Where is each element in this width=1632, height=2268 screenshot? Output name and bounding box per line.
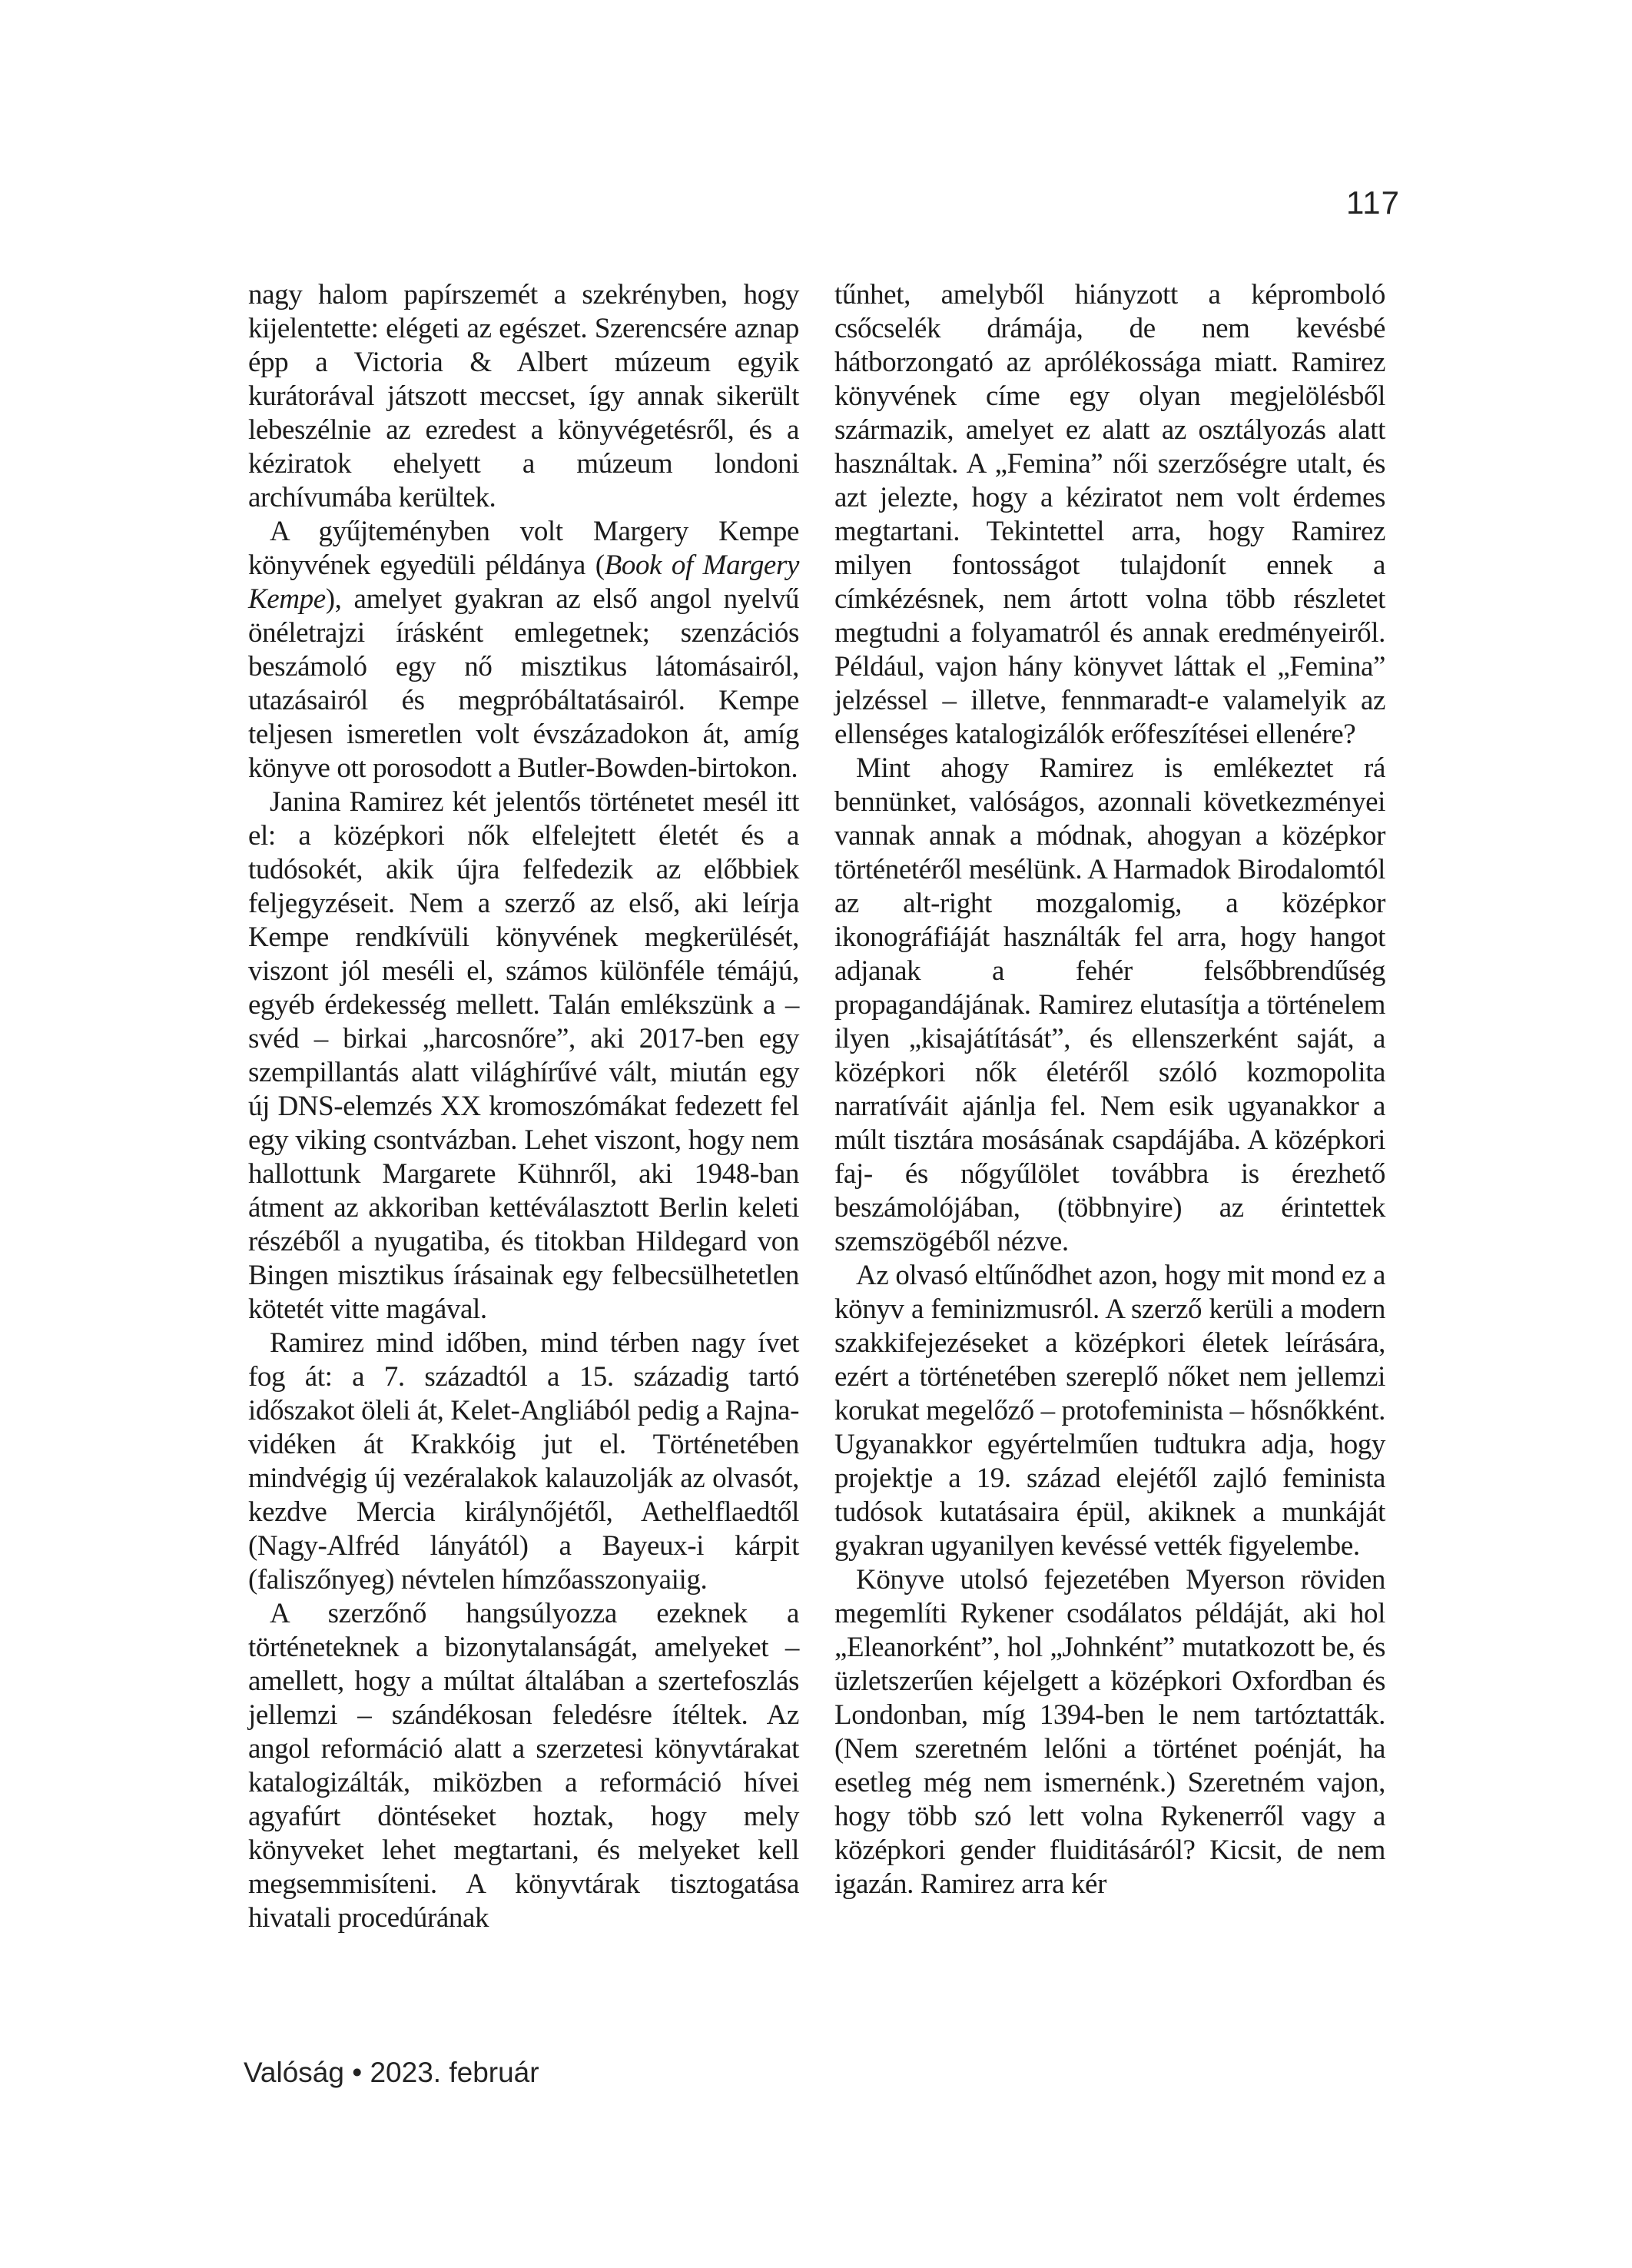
text-run: ), amelyet gyakran az első angol nyelvű önéletrajzi írásként emlegetnek; szenzációs beszámoló egy nő misztikus látomásairól, utazásairól és megpróbáltatásairól. Kempe teljesen ismeretlen volt évszázadokon át, amíg könyve ott porosodott a Butler-Bowden-birtokon.	[248, 583, 799, 784]
text-run: Könyve utolsó fejezetében Myerson röviden megemlíti Rykener csodálatos példáját, aki hol „Eleanorként”, hol „Johnként” mutatkozott be, és üzletszerűen kéjelgett a középkori Oxfordban és Londonban, míg 1394-ben le nem tartóztatták. (Nem szeretném lelőni a történet poénját, ha esetleg még nem ismernénk.) Szeretném vajon, hogy több szó lett volna Rykenerről vagy a középkori gender fluiditásáról? Kicsit, de nem igazán. Ramirez arra kér	[834, 1564, 1385, 1900]
text-run: A gyűjteményben volt Margery Kempe könyvének egyedüli példánya (	[248, 516, 799, 581]
paragraph	[248, 1597, 799, 1935]
text-run: tűnhet, amelyből hiányzott a képromboló csőcselék drámája, de nem kevésbé hátborzongató az aprólékossága miatt. Ramirez könyvének címe egy olyan megjelölésből származik, amelyet ez alatt az osztályozás alatt használtak. A „Femina” női szerzőségre utalt, és azt jelezte, hogy a kéziratot nem volt érdemes megtartani. Tekintettel arra, hogy Ramirez milyen fontosságot tulajdonít ennek a címkézésnek, nem ártott volna több részletet megtudni a folyamatról és annak eredményeiről. Például, vajon hány könyvet láttak el „Femina” jelzéssel – illetve, fennmaradt-e valamelyik az ellenséges katalogizálók erőfeszítései ellenére?	[834, 279, 1385, 750]
paragraph	[834, 1259, 1385, 1563]
journal-footer: Valóság • 2023. február	[244, 2057, 539, 2088]
page-number: 117	[1346, 184, 1400, 221]
text-run: nagy halom papírszemét a szekrényben, hogy kijelentette: elégeti az egészet. Szerencsére aznap épp a Victoria & Albert múzeum egyik kurátorával játszott meccset, így annak sikerült lebeszélnie az ezredest a könyvégetésről, és a kéziratok ehelyett a múzeum londoni archívumába kerültek.	[248, 279, 799, 513]
paragraph	[248, 785, 799, 1327]
paragraph	[834, 1563, 1385, 1901]
column-right	[834, 278, 1385, 1935]
article-body	[248, 278, 1385, 1935]
text-run: Janina Ramirez két jelentős történetet mesél itt el: a középkori nők elfelejtett életét és a tudósokét, akik újra felfedezik az előbbiek feljegyzéseit. Nem a szerző az első, aki leírja Kempe rendkívüli könyvének megkerülését, viszont jól meséli el, számos különféle témájú, egyéb érdekesség mellett. Talán emlékszünk a – svéd – birkai „harcosnőre”, aki 2017-ben egy szempillantás alatt világhírűvé vált, miután egy új DNS-elemzés XX kromoszómákat fedezett fel egy viking csontvázban. Lehet viszont, hogy nem hallottunk Margarete Kühnről, aki 1948-ban átment az akkoriban kettéválasztott Berlin keleti részéből a nyugatiba, és titokban Hildegard von Bingen misztikus írásainak egy felbecsülhetetlen kötetét vitte magával.	[248, 786, 799, 1325]
text-run: Az olvasó eltűnődhet azon, hogy mit mond ez a könyv a feminizmusról. A szerző kerüli a modern szakkifejezéseket a középkori életek leírására, ezért a történetében szereplő nőket nem jellemzi korukat megelőző – protofeminista – hősnőkként. Ugyanakkor egyértelműen tudtukra adja, hogy projektje a 19. század elejétől zajló feminista tudósok kutatásaira épül, akiknek a munkáját gyakran ugyanilyen kevéssé vették figyelembe.	[834, 1260, 1385, 1562]
paragraph	[248, 278, 799, 515]
column-left	[248, 278, 799, 1935]
text-run: Ramirez mind időben, mind térben nagy ívet fog át: a 7. századtól a 15. századig tartó időszakot öleli át, Kelet-Angliából pedig a Rajna-vidéken át Krakkóig jut el. Történetében mindvégig új vezéralakok kalauzolják az olvasót, kezdve Mercia királynőjétől, Aethelflaedtől (Nagy-Alfréd lányától) a Bayeux-i kárpit (faliszőnyeg) névtelen hímzőasszonyaiig.	[248, 1327, 799, 1596]
paragraph	[834, 752, 1385, 1259]
paragraph	[248, 515, 799, 785]
paragraph	[248, 1327, 799, 1597]
text-run: A szerzőnő hangsúlyozza ezeknek a történeteknek a bizonytalanságát, amelyeket – amellett, hogy a múltat általában a szertefoszlás jellemzi – szándékosan feledésre ítéltek. Az angol reformáció alatt a szerzetesi könyvtárakat katalogizálták, miközben a reformáció hívei agyafúrt döntéseket hoztak, hogy mely könyveket lehet megtartani, és melyeket kell megsemmisíteni. A könyvtárak tisztogatása hivatali procedúrának	[248, 1598, 799, 1934]
book-title-italic: Book of Margery Kempe	[248, 550, 799, 615]
paragraph	[834, 278, 1385, 752]
text-run: Mint ahogy Ramirez is emlékeztet rá bennünket, valóságos, azonnali következményei vannak annak a módnak, ahogyan a középkor történetéről mesélünk. A Harmadok Birodalomtól az alt-right mozgalomig, a középkor ikonográfiáját használták fel arra, hogy hangot adjanak a fehér felsőbbrendűség propagandájának. Ramirez elutasítja a történelem ilyen „kisajátítását”, és ellenszerként saját, a középkori nők életéről szóló kozmopolita narratíváit ajánlja fel. Nem esik ugyanakkor a múlt tisztára mosásának csapdájába. A középkori faj- és nőgyűlölet továbbra is érezhető beszámolójában, (többnyire) az érintettek szemszögéből nézve.	[834, 752, 1385, 1257]
